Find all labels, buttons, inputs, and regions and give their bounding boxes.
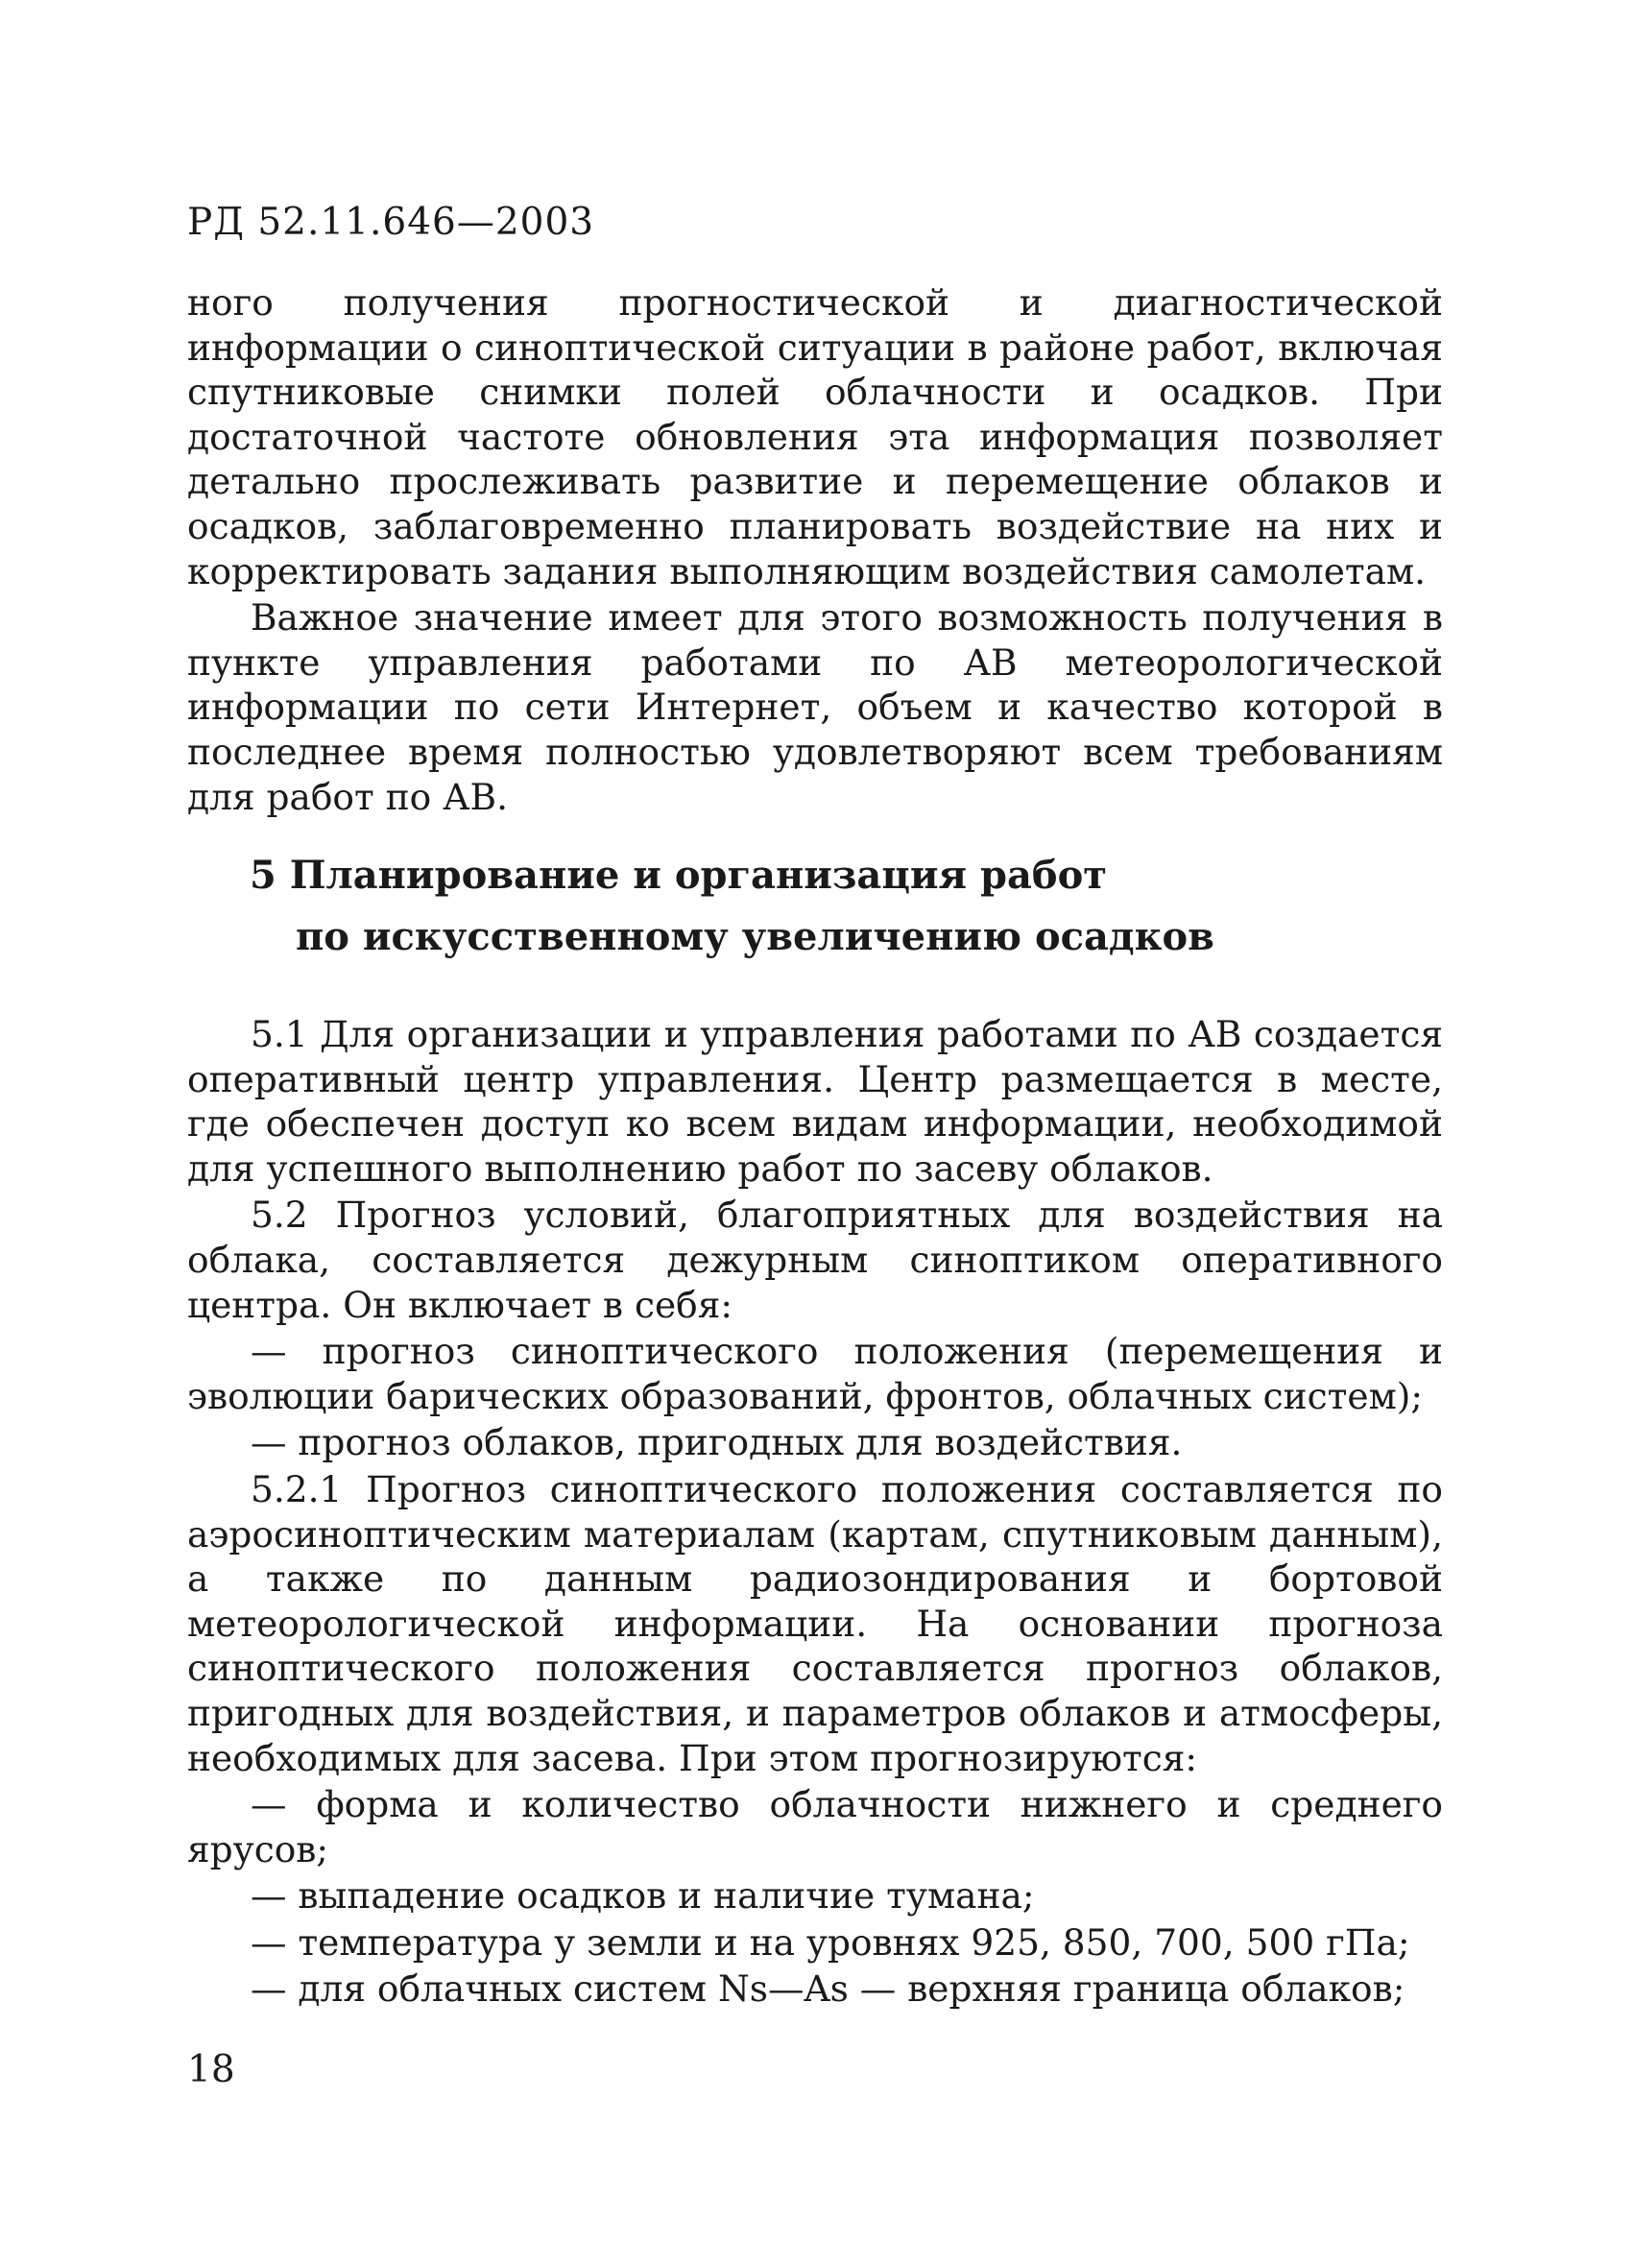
paragraph-5-2: 5.2 Прогноз условий, благоприятных для воздействия на облака, составляется дежурным синоптиком оперативного центра. Он включает в себя:	[187, 1194, 1443, 1326]
paragraph-internet: Важное значение имеет для этого возможность получения в пункте управления работами по АВ метеорологической информации по сети Интернет, объем и качество которой в последнее время полностью удовлетворяют всем требованиям для работ по АВ.	[187, 596, 1443, 818]
section-heading-line-1: 5 Планирование и организация работ	[250, 853, 1108, 898]
section-heading-line-2: по искусственному увеличению осадков	[296, 914, 1214, 959]
page-number: 18	[187, 2048, 235, 2091]
paragraph-continued: ного получения прогностической и диагностической информации о синоптической ситуации в районе работ, включая спутниковые снимки полей облачности и осадков. При достаточной частоте обновления эта информация позволяет детально прослеживать развитие и перемещение облаков и осадков, заблаговременно планировать воздействие на них и корректировать задания выполняющим воздействия самолетам.	[187, 281, 1443, 592]
section-body	[187, 1012, 1443, 2012]
list-item: — для облачных систем Ns—As — верхняя граница облаков;	[251, 1967, 1405, 2011]
intro-text	[187, 280, 1443, 819]
list-item: — температура у земли и на уровнях 925, 850, 700, 500 гПа;	[251, 1920, 1410, 1964]
document-code: РД 52.11.646—2003	[187, 201, 595, 244]
paragraph-5-1: 5.1 Для организации и управления работами по АВ создается оперативный центр управления. Центр размещается в месте, где обеспечен доступ ко всем видам информации, необходимой для успешного выполнению работ по засеву облаков.	[187, 1013, 1443, 1190]
list-item: — прогноз синоптического положения (перемещения и эволюции барических образований, фронтов, облачных систем);	[187, 1330, 1443, 1417]
list-item: — форма и количество облачности нижнего и среднего ярусов;	[187, 1783, 1443, 1870]
list-item: — выпадение осадков и наличие тумана;	[251, 1874, 1035, 1918]
paragraph-5-2-1: 5.2.1 Прогноз синоптического положения составляется по аэросиноптическим материалам (картам, спутниковым данным), а также по данным радиозондирования и бортовой метеорологической информации. На основании прогноза синоптического положения составляется прогноз облаков, пригодных для воздействия, и параметров облаков и атмосферы, необходимых для засева. При этом прогнозируются:	[187, 1467, 1443, 1779]
section-heading	[250, 845, 1402, 968]
list-item: — прогноз облаков, пригодных для воздействия.	[251, 1421, 1183, 1464]
